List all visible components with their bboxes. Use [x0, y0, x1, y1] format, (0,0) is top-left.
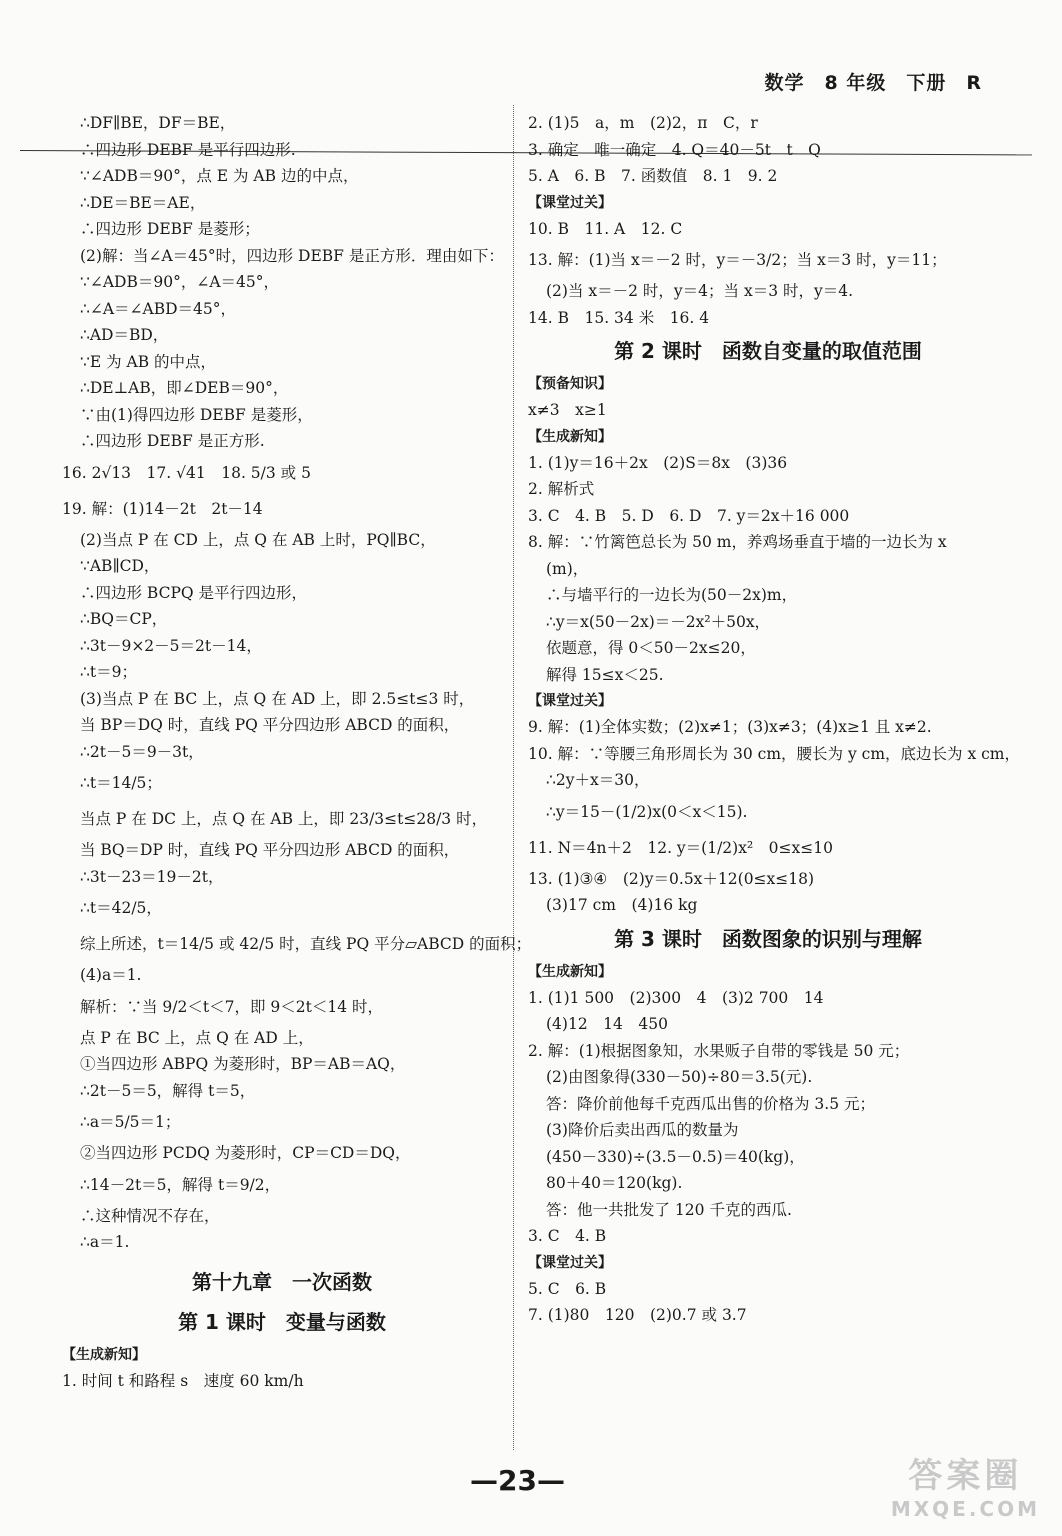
section-tag: 【课堂过关】: [528, 194, 612, 211]
answer-line: ∴∠A＝∠ABD＝45°，: [80, 299, 237, 318]
answer-line: (3)当点 P 在 BC 上，点 Q 在 AD 上，即 2.5≤t≤3 时，: [80, 689, 475, 708]
answer-line: 综上所述，t＝14/5 或 42/5 时，直线 PQ 平分▱ABCD 的面积；: [80, 935, 532, 953]
page-number: —23—: [470, 1464, 565, 1497]
answer-line: 答：降价前他每千克西瓜出售的价格为 3.5 元；: [546, 1094, 876, 1113]
answer-line: ①当四边形 ABPQ 为菱形时，BP＝AB＝AQ，: [80, 1055, 406, 1073]
answer-line: 答：他一共批发了 120 千克的西瓜.: [546, 1200, 792, 1219]
answer-line: ②当四边形 PCDQ 为菱形时，CP＝CD＝DQ，: [80, 1144, 411, 1162]
answer-line: ∴DE＝BE＝AE，: [80, 193, 206, 212]
answer-line: 3. C 4. B 5. D 6. D 7. y＝2x＋16 000: [528, 506, 850, 525]
answer-line: (2)解：当∠A＝45°时，四边形 DEBF 是正方形．理由如下：: [80, 246, 504, 265]
watermark-url: MXQE.COM: [890, 1497, 1040, 1521]
answer-line: 13. (1)③④ (2)y＝0.5x＋12(0≤x≤18): [528, 869, 815, 888]
section-tag: 【生成新知】: [528, 428, 612, 445]
answer-line: 点 P 在 BC 上，点 Q 在 AD 上，: [80, 1028, 314, 1047]
answer-line: 11. N＝4n＋2 12. y＝(1/2)x² 0≤x≤10: [528, 838, 833, 857]
answer-line: 80＋40＝120(kg).: [546, 1174, 683, 1192]
answer-line: (3)17 cm (4)16 kg: [546, 896, 698, 914]
answer-line: (2)当 x＝－2 时，y＝4；当 x＝3 时，y＝4.: [546, 282, 854, 300]
answer-line: 13. 解：(1)当 x＝－2 时，y＝－3/2；当 x＝3 时，y＝11；: [528, 251, 947, 269]
answer-line: 19. 解：(1)14－2t 2t－14: [62, 499, 263, 518]
answer-line: x≠3 x≥1: [528, 401, 607, 419]
answer-line: 8. 解：∵竹篱笆总长为 50 m，养鸡场垂直于墙的一边长为 x: [528, 533, 947, 551]
answer-line: (2)由图象得(330－50)÷80＝3.5(元).: [546, 1068, 813, 1086]
answer-line: ∴t＝9；: [80, 663, 137, 681]
answer-line: 2. (1)5 a，m (2)2，π C，r: [528, 114, 758, 132]
watermark-text: 答案圈: [908, 1456, 1023, 1496]
answer-line: 7. (1)80 120 (2)0.7 或 3.7: [528, 1306, 747, 1324]
lesson-3-lines: [528, 985, 1008, 1250]
answer-line: ∴与墙平行的一边长为(50－2x)m，: [546, 586, 798, 604]
answer-line: 解得 15≤x＜25.: [546, 665, 664, 684]
answer-line: ∵AB∥CD，: [80, 557, 160, 575]
right-a-lines: [528, 216, 1008, 332]
left-column: [62, 110, 532, 1394]
answer-line: 3. C 4. B: [528, 1227, 607, 1245]
right-column: [528, 110, 1020, 1329]
answer-line: ∴四边形 DEBF 是菱形；: [80, 220, 260, 238]
answer-line: 1. 时间 t 和路程 s 速度 60 km/h: [62, 1371, 304, 1390]
answer-line: ∴14－2t＝5，解得 t＝9/2，: [80, 1175, 281, 1194]
section-tag: 【课堂过关】: [528, 1254, 612, 1271]
answer-line: ∴t＝42/5，: [80, 899, 162, 917]
answer-line: ∵∠ADB＝90°，点 E 为 AB 边的中点，: [80, 167, 359, 185]
answer-line: ∴2t－5＝9－3t，: [80, 742, 204, 761]
answer-line: 3. 确定 唯一确定 4. Q＝40－5t t Q: [528, 140, 821, 159]
answer-line: 1. (1)y＝16＋2x (2)S＝8x (3)36: [528, 453, 788, 472]
answer-line: ∴DF∥BE，DF＝BE，: [80, 114, 236, 132]
section-tag: 【生成新知】: [528, 963, 612, 980]
answer-line: ∴BQ＝CP，: [80, 610, 168, 628]
lesson-1-title: 第 1 课时 变量与函数: [178, 1309, 386, 1334]
answer-line: 当 BP＝DQ 时，直线 PQ 平分四边形 ABCD 的面积，: [80, 716, 460, 734]
lesson-2-review-lines: [528, 714, 1020, 919]
answer-line: 依题意，得 0＜50－2x≤20，: [546, 639, 756, 657]
answer-line: ∴四边形 BCPQ 是平行四边形，: [80, 583, 308, 602]
answer-line: (4)12 14 450: [546, 1015, 668, 1033]
left-answer-lines: [62, 110, 532, 1256]
answer-line: ∴a＝5/5＝1；: [80, 1113, 181, 1131]
chapter-title: 第十九章 一次函数: [192, 1269, 372, 1294]
lesson-3-review-lines: [528, 1276, 1008, 1329]
answer-line: ∴这种情况不存在，: [80, 1206, 220, 1225]
answer-line: ∴a＝1.: [80, 1233, 130, 1251]
right-top-lines: [528, 110, 1008, 190]
section-tag: 【生成新知】: [62, 1346, 146, 1363]
answer-line: ∴AD＝BD，: [80, 326, 169, 344]
answer-line: ∴3t－23＝19－2t，: [80, 867, 224, 886]
answer-line: ∴t＝14/5；: [80, 774, 162, 792]
answer-line: 10. B 11. A 12. C: [528, 219, 683, 238]
answer-line: ∴四边形 DEBF 是正方形.: [80, 432, 265, 450]
answer-line: 2. 解：(1)根据图象知，水果贩子自带的零钱是 50 元；: [528, 1041, 910, 1060]
page-header: 数学 8 年级 下册 R: [764, 72, 982, 94]
answer-line: 1. (1)1 500 (2)300 4 (3)2 700 14: [528, 988, 824, 1007]
answer-line: 10. 解：∵等腰三角形周长为 30 cm，腰长为 y cm，底边长为 x cm，: [528, 744, 1020, 763]
answer-line: 5. A 6. B 7. 函数值 8. 1 9. 2: [528, 167, 778, 185]
section-tag: 【课堂过关】: [528, 693, 612, 709]
answer-line: (3)降价后卖出西瓜的数量为: [546, 1121, 739, 1139]
answer-line: ∴四边形 DEBF 是平行四边形.: [80, 140, 296, 159]
answer-line: 2. 解析式: [528, 480, 595, 498]
answer-line: (4)a＝1.: [80, 966, 142, 984]
column-separator: [513, 105, 514, 1450]
answer-line: ∴y＝15－(1/2)x(0＜x＜15).: [546, 802, 748, 821]
answer-line: 9. 解：(1)全体实数；(2)x≠1；(3)x≠3；(4)x≥1 且 x≠2.: [528, 718, 932, 736]
answer-line: ∵E 为 AB 的中点，: [80, 352, 217, 371]
answer-line: ∵由(1)得四边形 DEBF 是菱形，: [80, 405, 313, 424]
section-tag: 【预备知识】: [528, 376, 612, 392]
answer-line: (m)，: [546, 559, 589, 578]
answer-line: ∴2t－5＝5，解得 t＝5，: [80, 1081, 256, 1100]
lesson-2-lines: [528, 450, 1008, 689]
answer-line: (2)当点 P 在 CD 上，点 Q 在 AB 上时，PQ∥BC，: [80, 530, 436, 549]
answer-line: ∴y＝x(50－2x)＝－2x²＋50x，: [546, 612, 771, 631]
answer-line: 当 BQ＝DP 时，直线 PQ 平分四边形 ABCD 的面积，: [80, 841, 460, 859]
watermark-logo: [891, 1448, 1040, 1521]
answer-line: 当点 P 在 DC 上，点 Q 在 AB 上，即 23/3≤t≤28/3 时，: [80, 810, 488, 828]
answer-line: 解析：∵当 9/2＜t＜7，即 9＜2t＜14 时，: [80, 997, 383, 1016]
answer-line: 14. B 15. 34 米 16. 4: [528, 308, 710, 327]
answer-line: ∴3t－9×2－5＝2t－14，: [80, 636, 262, 655]
answer-line: 5. C 6. B: [528, 1279, 607, 1298]
answer-line: (450－330)÷(3.5－0.5)＝40(kg)，: [546, 1147, 805, 1166]
answer-line: 16. 2√13 17. √41 18. 5/3 或 5: [62, 463, 311, 482]
answer-line: ∵∠ADB＝90°，∠A＝45°，: [80, 273, 279, 291]
lesson-2-title: 第 2 课时 函数自变量的取值范围: [614, 339, 922, 363]
answer-line: ∴DE⊥AB，即∠DEB＝90°，: [80, 379, 289, 397]
lesson-3-title: 第 3 课时 函数图象的识别与理解: [614, 926, 922, 951]
answer-line: ∴2y＋x＝30，: [546, 771, 650, 789]
